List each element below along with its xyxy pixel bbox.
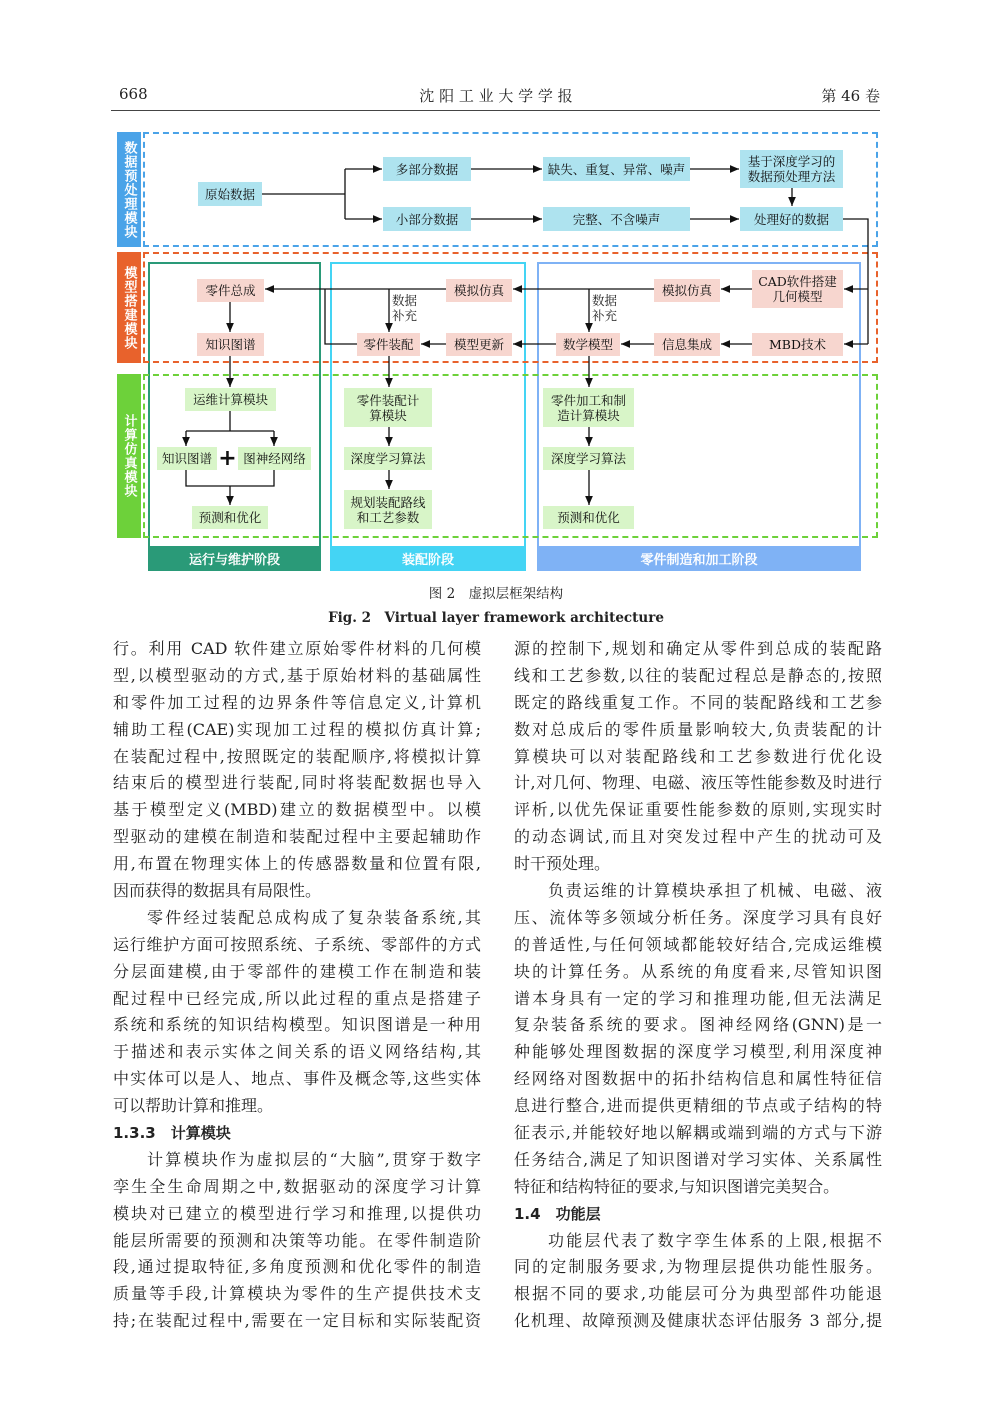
text-line: 型,以模型驱动的方式,基于原始材料的基础属性 <box>113 665 481 685</box>
text-line: 任务结合,满足了知识图谱对学习实体、关系属性 <box>514 1149 882 1169</box>
module-label-modeling: 模型搭建模块 <box>117 252 141 363</box>
text-line: 种能够处理图数据的深度学习模型,利用深度神 <box>514 1042 882 1062</box>
connector-line <box>186 411 274 431</box>
node-gnn: 图神经网络 <box>238 447 311 470</box>
section-heading: 1.3.3 计算模块 <box>113 1124 231 1143</box>
node-assembly-compute: 零件装配计算模块 <box>344 388 432 427</box>
text-line: 可以帮助计算和推理。 <box>113 1096 274 1116</box>
text-line: 算模块可以对装配路线和工艺参数进行优化设 <box>514 746 882 766</box>
figure-caption-en: Fig. 2 Virtual layer framework architecture <box>328 610 664 626</box>
connector-line <box>186 470 274 486</box>
text-line: 模块对已建立的模型进行学习和推理,以提供功 <box>113 1203 481 1223</box>
text-line: 因而获得的数据具有局限性。 <box>113 881 322 901</box>
text-line: 和零件加工过程的边界条件等信息定义,计算机 <box>113 692 481 712</box>
node-defects: 缺失、重复、异常、噪声 <box>543 157 690 181</box>
text-line: 计,对几何、物理、电磁、液压等性能参数及时进行 <box>514 773 882 793</box>
node-predict-optimize: 预测和优化 <box>543 506 634 529</box>
text-line: 基于模型定义(MBD)建立的数据模型中。以模 <box>113 800 481 820</box>
text-line: 质量等手段,计算模块为零件的生产提供技术支 <box>113 1284 481 1304</box>
stage-label-assembly: 装配阶段 <box>330 546 526 570</box>
text-line: 复杂装备系统的要求。图神经网络(GNN)是一 <box>514 1015 882 1035</box>
node-knowledge-graph: 知识图谱 <box>197 333 264 356</box>
stage-label-manufacturing: 零件制造和加工阶段 <box>537 546 861 570</box>
text-line: 零件经过装配总成构成了复杂装备系统,其 <box>147 907 481 927</box>
text-line: 时干预处理。 <box>514 854 611 874</box>
text-line: 评析,以优先保证重要性能参数的原则,实现实时 <box>514 800 882 820</box>
text-line: 压、流体等多领域分析任务。深度学习具有良好 <box>514 907 882 927</box>
node-plan-route: 规划装配路线和工艺参数 <box>344 490 432 529</box>
text-line: 于描述和表示实体之间关系的语义网络结构,其 <box>113 1042 481 1062</box>
text-line: 行。利用 CAD 软件建立原始零件材料的几何模 <box>113 639 481 658</box>
text-line: 同的定制服务要求,为物理层提供功能性服务。 <box>514 1257 882 1277</box>
connector-line <box>325 289 357 344</box>
text-line: 特征和结构特征的要求,与知识图谱完美契合。 <box>514 1176 840 1196</box>
text-line: 息进行整合,进而提供更精细的节点或子结构的特 <box>514 1096 882 1116</box>
node-mbd: MBD技术 <box>752 333 843 356</box>
node-dl-algorithm: 深度学习算法 <box>543 447 634 470</box>
text-line: 线和工艺参数,以往的装配过程总是静态的,按照 <box>514 665 882 685</box>
text-line: 块的计算任务。从系统的角度看来,尽管知识图 <box>514 961 882 981</box>
text-column-left <box>113 636 481 1335</box>
node-simulation-manufacturing: 模拟仿真 <box>654 279 720 302</box>
plus-icon: + <box>218 445 237 471</box>
node-kg: 知识图谱 <box>157 447 217 470</box>
node-total-assembly: 零件总成 <box>197 279 264 302</box>
text-line: 用,布置在物理实体上的传感器数量和位置有限, <box>113 854 481 874</box>
text-line: 辅助工程(CAE)实现加工过程的模拟仿真计算; <box>113 719 481 739</box>
text-line: 化机理、故障预测及健康状态评估服务 3 部分,提 <box>514 1311 882 1331</box>
node-predict-optimize: 预测和优化 <box>192 506 268 529</box>
text-line: 计算模块作为虚拟层的“大脑”,贯穿于数字 <box>147 1149 481 1169</box>
text-line: 既定的路线重复工作。不同的装配路线和工艺参 <box>514 692 882 712</box>
text-line: 能层所需要的预测和决策等功能。在零件制造阶 <box>113 1230 481 1250</box>
text-line: 分层面建模,由于零部件的建模工作在制造和装 <box>113 961 481 981</box>
node-most-data: 多部分数据 <box>383 157 471 181</box>
node-complete: 完整、不含噪声 <box>543 207 690 231</box>
text-line: 根据不同的要求,功能层可分为典型部件功能退 <box>514 1284 882 1304</box>
text-line: 配过程中已经完成,所以此过程的重点是搭建子 <box>113 988 481 1008</box>
text-line: 谱本身具有一定的学习和推理功能,但无法满足 <box>514 988 882 1008</box>
node-dl-preprocess-method: 基于深度学习的数据预处理方法 <box>740 150 843 188</box>
text-line: 征表示,并能较好地以解耦或端到端的方式与下游 <box>514 1123 882 1143</box>
figure-caption-cn: 图 2 虚拟层框架结构 <box>428 586 564 602</box>
text-line: 孪生全生命周期之中,数据驱动的深度学习计算 <box>113 1176 481 1196</box>
text-line: 系统和系统的知识结构模型。知识图谱是一种用 <box>113 1015 481 1035</box>
node-manufacturing-compute: 零件加工和制造计算模块 <box>543 388 634 427</box>
module-label-preprocess: 数据预处理模块 <box>117 132 141 247</box>
journal-title: 沈 阳 工 业 大 学 学 报 <box>419 87 573 105</box>
label-data-supplement: 数据补充 <box>392 293 418 323</box>
text-line: 的普适性,与任何领域都能较好结合,完成运维模 <box>514 934 882 954</box>
node-om-compute: 运维计算模块 <box>185 388 276 411</box>
node-dl-algorithm: 深度学习算法 <box>344 447 432 470</box>
node-processed-data: 处理好的数据 <box>740 207 843 231</box>
text-line: 负责运维的计算模块承担了机械、电磁、液 <box>548 881 882 901</box>
node-raw-data: 原始数据 <box>198 182 262 206</box>
text-line: 中实体可以是人、地点、事件及概念等,这些实体 <box>113 1069 481 1089</box>
text-column-right <box>514 636 882 1335</box>
text-line: 结束后的模型进行装配,同时将装配数据也导入 <box>113 773 481 793</box>
text-line: 在装配过程中,按照既定的装配顺序,将模拟计算 <box>113 746 481 766</box>
text-line: 段,通过提取特征,多角度预测和优化零件的制造 <box>113 1257 481 1277</box>
node-few-data: 小部分数据 <box>383 207 471 231</box>
node-model-update: 模型更新 <box>446 333 512 356</box>
text-line: 的动态调试,而且对突发过程中产生的扰动可及 <box>514 827 882 847</box>
text-line: 功能层代表了数字孪生体系的上限,根据不 <box>548 1230 882 1250</box>
section-heading: 1.4 功能层 <box>514 1204 601 1223</box>
text-line: 持;在装配过程中,需要在一定目标和实际装配资 <box>113 1311 481 1331</box>
node-part-assembly: 零件装配 <box>357 333 420 356</box>
page-number: 668 <box>119 85 148 103</box>
text-line: 源的控制下,规划和确定从零件到总成的装配路 <box>514 639 882 658</box>
label-data-supplement: 数据补充 <box>592 293 618 323</box>
node-simulation-assembly: 模拟仿真 <box>446 279 512 302</box>
node-math-model: 数学模型 <box>556 333 620 356</box>
volume-label: 第 46 卷 <box>821 87 880 105</box>
node-info-integration: 信息集成 <box>654 333 720 356</box>
text-line: 数对总成后的零件质量影响较大,负责装配的计 <box>514 719 882 739</box>
module-label-simulation: 计算仿真模块 <box>117 374 141 538</box>
stage-label-maintenance: 运行与维护阶段 <box>148 546 321 570</box>
text-line: 型驱动的建模在制造和装配过程中主要起辅助作 <box>113 827 481 847</box>
connector-line <box>843 219 868 344</box>
text-line: 经网络对图数据中的拓扑结构信息和属性特征信 <box>514 1069 882 1089</box>
text-line: 运行维护方面可按照系统、子系统、零部件的方式 <box>113 934 481 954</box>
node-cad-geometry: CAD软件搭建几何模型 <box>752 270 843 308</box>
